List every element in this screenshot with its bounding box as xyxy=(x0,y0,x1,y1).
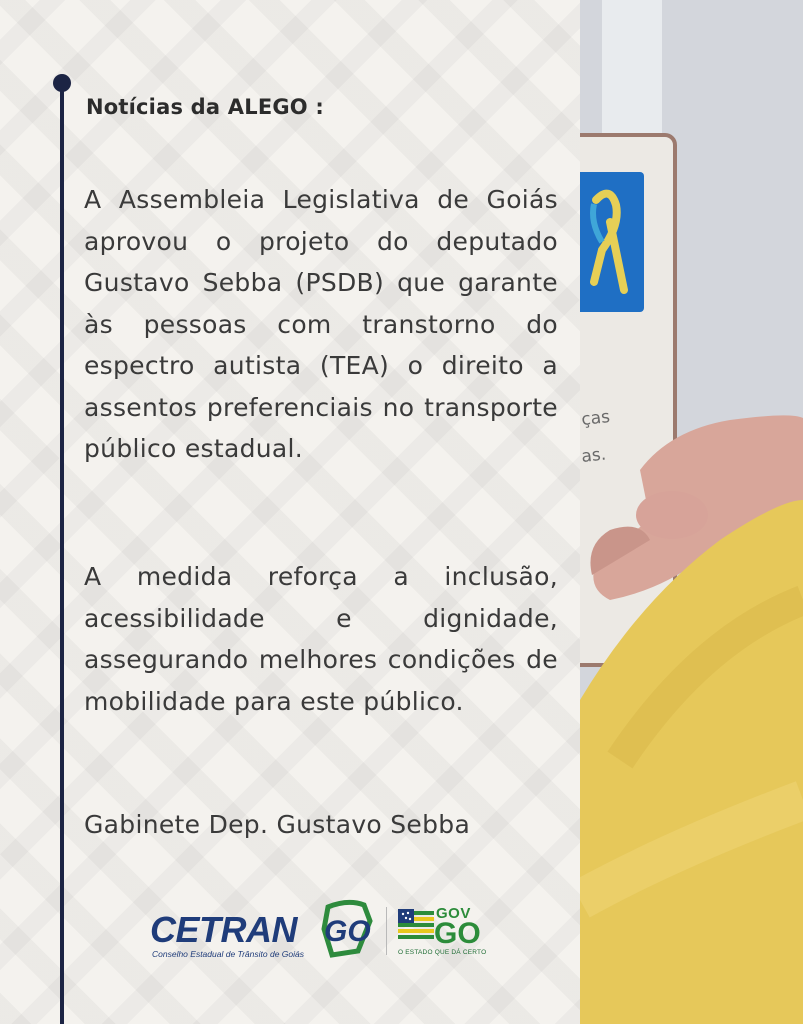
signature: Gabinete Dep. Gustavo Sebba xyxy=(84,810,471,839)
news-paragraph-2: A medida reforça a inclusão, acessibilidade e dignidade, assegurando melhores condições de mobilidade para este público. xyxy=(84,562,558,716)
govgo-logo-gov: GOV xyxy=(436,905,471,922)
logo-divider xyxy=(386,907,387,955)
news-paragraph-1: A Assembleia Legislativa de Goiás aprovou o projeto do deputado Gustavo Sebba (PSDB) que garante às pessoas com transtorno do espectro autista (TEA) o direito a assentos preferenciais no transporte público estadual. xyxy=(84,185,558,463)
cetran-logo-subtitle: Conselho Estadual de Trânsito de Goiás xyxy=(152,949,304,959)
photo-illustration xyxy=(580,0,803,1024)
cetran-logo-name: CETRAN xyxy=(150,909,297,950)
timeline-dot xyxy=(53,74,71,92)
card-text-line-1: ças xyxy=(580,407,611,430)
cetran-logo-mark xyxy=(318,899,378,959)
goias-flag-icon xyxy=(398,909,434,945)
cetran-logo-go: GO xyxy=(324,915,371,948)
govgo-logo-tagline: O ESTADO QUE DÁ CERTO xyxy=(398,949,487,956)
news-heading: Notícias da ALEGO : xyxy=(86,95,324,119)
photo-panel xyxy=(580,0,803,1024)
card-text-line-2: as. xyxy=(580,444,608,467)
timeline-line xyxy=(60,82,64,1024)
logo-bar xyxy=(150,895,490,970)
cetran-logo-text xyxy=(150,909,297,951)
govgo-logo-go: GO xyxy=(434,917,481,950)
